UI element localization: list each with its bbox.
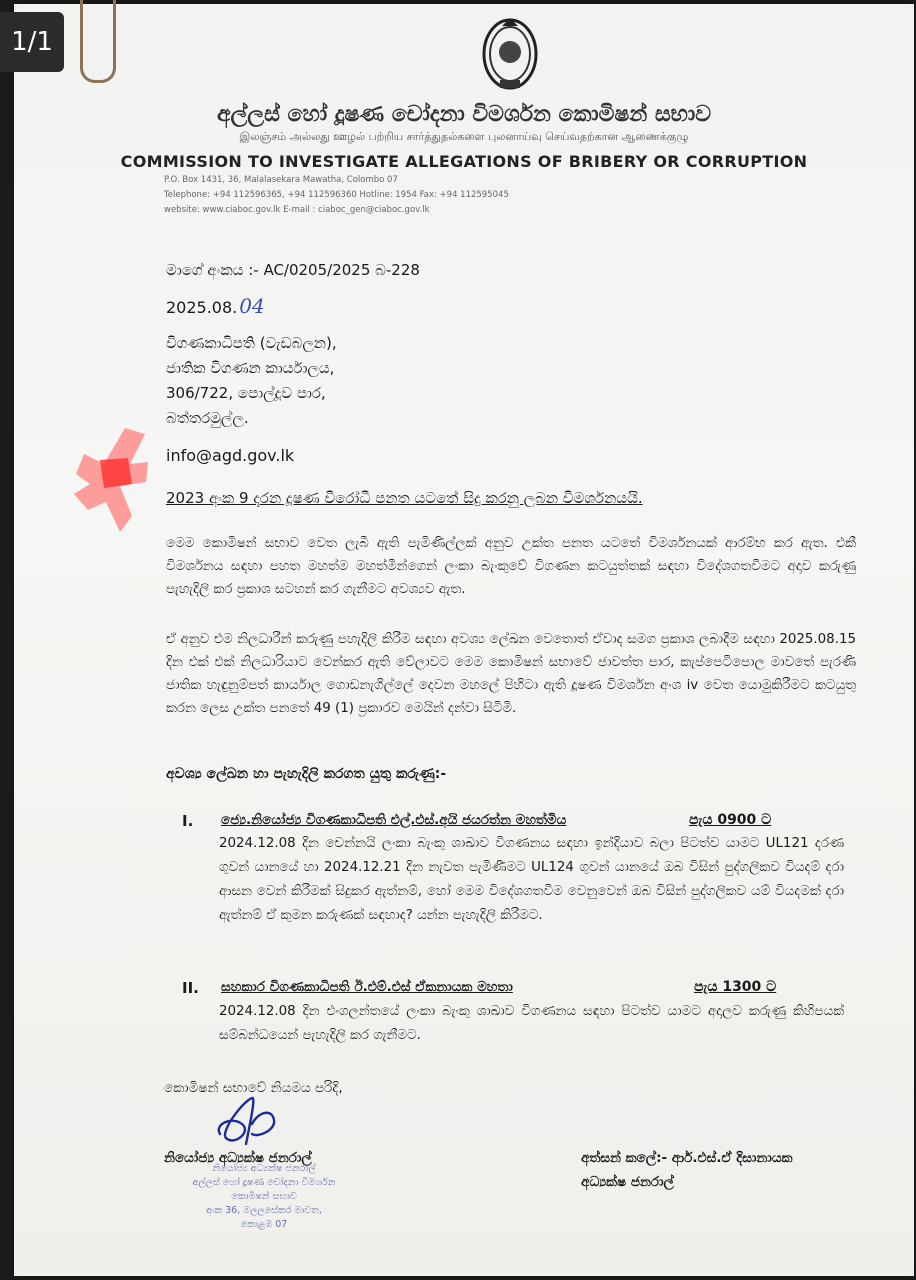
letterhead-title-english: COMMISSION TO INVESTIGATE ALLEGATIONS OF BRIBERY OR CORRUPTION [120,152,808,171]
signatory-title: නියෝජ්‍ය අධ්‍යක්ෂ ජනරාල් [164,1150,312,1166]
reference-number: මාගේ අංකය :- AC/0205/2025 බ-228 [166,261,420,279]
letter-date [166,294,265,318]
national-emblem-icon [480,14,540,96]
addressee-email: info@agd.gov.lk [166,446,295,465]
date-handwritten: 04 [239,294,265,318]
letterhead-web: website: www.ciaboc.gov.lk E-mail : ciaboc_gen@ciaboc.gov.lk [164,205,430,215]
stamp-line: කොළඹ 07 [240,1219,288,1230]
item-officer-title: ජ්‍යෙ.නියෝජ්‍ය විගණකාධිපති එල්.එස්.අයි ජයරත්න මහත්මිය [221,812,567,828]
stamp-line: නියෝජ්‍ය අධ්‍යක්ෂ ජනරාල් [212,1163,316,1174]
item-number: II. [182,979,199,997]
red-redaction-mark [70,424,150,534]
addressee-line: 306/722, පොල්දූව පාර, [166,384,326,402]
letter-page [14,4,914,1276]
letterhead-title-sinhala: අල්ලස් හෝ දූෂණ චෝදනා විමර්ශන කොමිෂන් සභාව [216,102,712,127]
paragraph-2: ඒ අනුව එම නිලධාරීන් කරුණු පහැදිලි කිරීම සඳහා අවශ්‍ය ලේඛන වෙතොත් ඒවාද සමග ප්‍රකාශ ලබාදීම සඳහා 2025.08.15 දින එක් එක් නිලධාරියාට වෙන්කර ඇති වේලාවට මෙම කොමිෂන් සභාවේ ජාවත්ත පාර, කැප්පෙටිපොල මාවතේ පැරණි ජාතික හැඳුනුම්පත් කාර්යාල ගොඩනැගිල්ලේ දෙවන මහලේ පිහිටා ඇති දූෂණ විමර්ශන අංශ iv වෙත යොමුකිරීමට කටයුතු කරන ලෙස උක්ත පනතේ 49 (1) ප්‍රකාරව මෙයින් දන්වා සිටිමි. [166,632,856,716]
stamp-line: කොමිෂන් සභාව [231,1191,297,1202]
item-body: 2024.12.08 දින එංගලන්තයේ ලංකා බැංකු ශාඛාව විගණනය සඳහා පිටත්ව යාමට අදාලව කරුණු කිහිපයක් සම්බන්ධයෙන් පැහැදිලි කර ගැනීමට. [219,1004,844,1043]
addressee-line: ජාතික විගණන කාර්යාලය, [166,359,335,377]
item-body: 2024.12.08 දින චෙන්නයි ලංකා බැංකු ශාඛාව විගණනය සඳහා ඉන්දියාව බලා පිටත්ව යාමට UL121 දරණ ගුවන් යානයේ හා 2024.12.21 දින නැවත පැමිණීමට UL124 ගුවන් යානයේ ඔබ විසින් පුද්ගලිකව වියදම් දරා ආසන වෙන් කිරීමක් සිදුකර ඇත්නම්, හෝ මෙම විදේශගතවීම වෙනුවෙන් ඔබ විසින් පුද්ගලිකව යම් වියදමක් දරා ඇත්නම් ඒ කුමන කරුණක් සඳහාද? යන්න පැහැදිලි කිරීමට. [219,836,844,923]
signed-by: අත්සන් කලේ:- ආර්.එස්.ඒ දිසානායක [581,1150,793,1166]
paper-clip [80,0,116,83]
paragraph-1: මෙම කොමිෂන් සභාව වෙත ලැබී ඇති පැමිණිල්ලක් අනුව උක්ත පනත යටතේ විමර්ශනයක් ආරම්භ කර ඇත. එකී විමර්ශනය සඳහා පහත මහත්ම මහත්මීන්ගෙන් ලංකා බැංකුවේ විගණන කටයුත්තක් සඳහා විදේශගතවීමට අදාව කරුණු පැහැදිලි කර ප්‍රකාශ සටහන් කර ගැනීමට අවශ්‍යව ඇත. [166,536,856,597]
closing-line: කොමිෂන් සභාවේ නියමය පරිදි, [164,1080,343,1096]
letter-subject: 2023 අංක 9 දරන දූෂණ විරෝධී පනත යටතේ සිදු කරනු ලබන විමර්ශනයයි. [166,489,643,507]
stamp-line: අංක 36, මලලසේකර මාවත, [206,1205,322,1216]
item-officer-title: සහකාර විගණකාධිපති ඊ.එම්.එස් ඒකනායක මහතා [221,979,513,995]
addressee-block [166,331,337,431]
letterhead-address: P.O. Box 1431, 36, Malalasekara Mawatha, Colombo 07 [164,175,398,185]
page-counter: 1/1 [0,12,64,72]
letterhead-phone: Telephone: +94 112596365, +94 112596360 Hotline: 1954 Fax: +94 112595045 [164,190,509,200]
official-stamp [134,1162,394,1232]
date-typed: 2025.08. [166,298,238,317]
addressee-line: විගණකාධිපති (වැඩබලන), [166,334,337,352]
signed-by-title: අධ්‍යක්ෂ ජනරාල් [581,1174,674,1190]
stamp-line: අල්ලස් හෝ දූෂණ චෝදනා විමර්ශන [192,1177,336,1188]
addressee-line: බත්තරමුල්ල. [166,409,249,427]
handwritten-signature [212,1094,282,1154]
item-time: පැය 0900 ට [689,812,772,828]
item-time: පැය 1300 ට [694,979,777,995]
letterhead-title-tamil: இலஞ்சம் அல்லது ஊழல் பற்றிய சார்த்துதல்களை புலனாய்வு செய்வதற்கான ஆணைக்குழு [239,130,689,143]
item-number: I. [182,812,194,830]
requirements-heading: අවශ්‍ය ලේඛන හා පැහැදිලි කරගත යුතු කරුණු:- [166,766,447,782]
